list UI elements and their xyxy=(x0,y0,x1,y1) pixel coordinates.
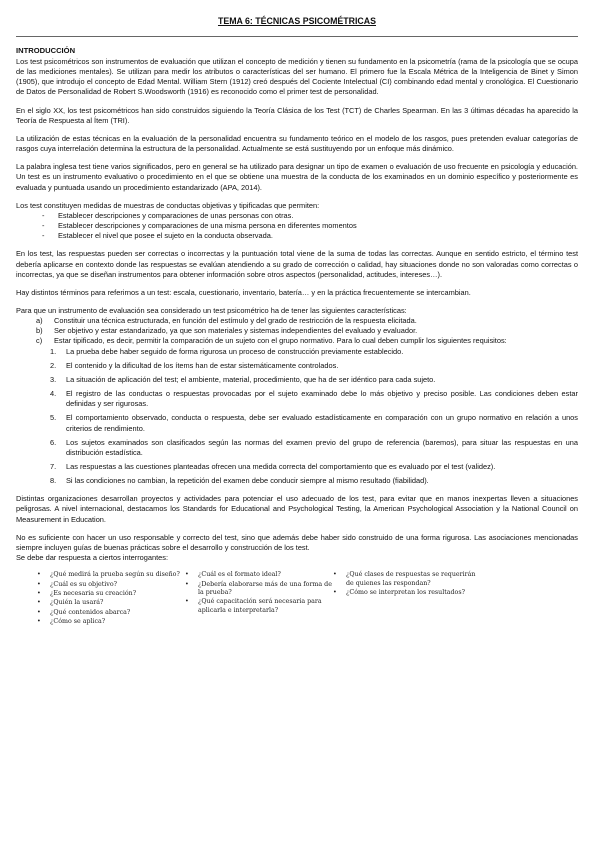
question-item: • ¿Cómo se aplica? xyxy=(36,618,184,626)
allow-list xyxy=(16,211,578,241)
list-item xyxy=(50,361,578,371)
question-item: • ¿Qué clases de respuestas se requerirán de quienes las respondan? xyxy=(332,571,480,588)
paragraph-characteristics: Para que un instrumento de evaluación sea considerado un test psicométrico ha de tener las siguientes características: xyxy=(16,305,407,315)
list-item xyxy=(36,326,578,336)
paragraph-siglo-xx: En el siglo XX, los test psicométricos han sido construidos siguiendo la Teoría Clásica de los Test (TCT) de Charles Spearman. En las 3 últimas décadas ha aparecido la Teoría de Respuesta al Ítem (TRI). xyxy=(16,105,578,125)
paragraph-rasgos: La utilización de estas técnicas en la evaluación de la personalidad encuentra su fundamento teórico en el modelo de los rasgos, pues pretenden evaluar categorías de rasgos cuya interrelación determina la estructura de la personalidad. Actualmente se está sustituyendo por un enfoque más dinámico. xyxy=(16,133,578,154)
list-item-text: Si las condiciones no cambian, la repetición del examen debe conducir siempre al mismo resultado (fiabilidad). xyxy=(66,476,429,486)
title-divider xyxy=(16,36,578,37)
list-marker: a) xyxy=(36,316,43,326)
question-item: • ¿Cuál es el formato ideal? xyxy=(184,571,332,579)
list-item-text: Las respuestas a las cuestiones planteadas ofrecen una medida correcta del comportamiento que es evaluado por el test (validez). xyxy=(66,462,496,471)
list-item-text: Estar tipificado, es decir, permitir la comparación de un sujeto con el grupo normativo. Para lo cual deben cumplir los siguientes requisitos: xyxy=(54,336,507,346)
list-item xyxy=(50,389,578,409)
list-marker: c) xyxy=(36,336,43,346)
list-item-text: El comportamiento observado, conducta o respuesta, debe ser evaluado estadísticamente en comparación con un grupo normativo en relación a unos criterios de rendimiento. xyxy=(66,413,578,433)
characteristics-list xyxy=(16,316,578,346)
question-item: • ¿Qué capacitación será necesaria para aplicarla e interpretarla? xyxy=(184,598,332,615)
questions-column-1 xyxy=(36,571,184,627)
list-item-text: El registro de las conductas o respuestas provocadas por el sujeto examinado debe lo más objetivo y preciso posible. Las condiciones deben estar definidas y ser rigurosas. xyxy=(66,389,578,409)
list-item-text: Ser objetivo y estar estandarizado, ya que son materiales y sistemas independientes del evaluado y evaluador. xyxy=(54,326,418,336)
paragraph-definition: La palabra inglesa test tiene varios significados, pero en general se ha utilizado para designar un tipo de examen o evaluación de uso frecuente en psicología y educación. Un test es un instrumento evaluativo o procedimiento en el que se obtiene una muestra de la conducta de los examinados en un dominio específico y posteriormente es evaluada y puntuada usando un procedimiento estandarizado (APA, 2014). xyxy=(16,162,578,192)
question-item: • ¿Es necesaria su creación? xyxy=(36,590,184,598)
paragraph-responses: En los test, las respuestas pueden ser correctas o incorrectas y la puntuación total viene de la suma de todas las correctas. Aunque en sentido estricto, el término test debería aplicarse en contexto donde las respuestas se evalúan atendiendo a su grado de corrección o calidad, hay situaciones donde no son valoradas como correctas o incorrectas, ya que se diseñan instrumentos para obtener información sobre otros aspectos (personalidad, actitudes, intereses…). xyxy=(16,249,578,279)
list-item xyxy=(50,375,578,385)
list-item-text: La situación de aplicación del test; el ambiente, material, procedimiento, que ha de ser idéntico para cada sujeto. xyxy=(66,374,436,384)
list-marker: 8. xyxy=(50,476,57,486)
question-item: • ¿Cómo se interpretan los resultados? xyxy=(332,589,480,597)
questions-column-2 xyxy=(184,571,332,627)
list-item-text: El contenido y la dificultad de los ítems han de estar sistemáticamente controlados. xyxy=(66,360,339,370)
list-item: - Establecer el nivel que posee el sujeto en la conducta observada. xyxy=(42,231,578,241)
list-item xyxy=(50,438,578,458)
question-item: • ¿Qué medirá la prueba según su diseño? xyxy=(36,571,184,579)
list-item xyxy=(50,462,578,472)
requirements-list xyxy=(16,347,578,487)
question-item: • ¿Cuál es su objetivo? xyxy=(36,581,184,589)
section-heading-introduccion: INTRODUCCIÓN xyxy=(16,46,76,55)
question-item: • ¿Debería elaborarse más de una forma de la prueba? xyxy=(184,581,332,598)
list-item-text: La prueba debe haber seguido de forma rigurosa un proceso de construcción previamente establecido. xyxy=(66,346,404,356)
list-item xyxy=(50,476,578,486)
question-item: • ¿Qué contenidos abarca? xyxy=(36,609,184,617)
list-item xyxy=(36,316,578,326)
paragraph-responsible-use: No es suficiente con hacer un uso responsable y correcto del test, sino que además debe haber sido construido de una forma rigurosa. Las asociaciones mencionadas siempre incluyen guías de buenas prácticas sobre el desarrollo y construcción de los test. xyxy=(16,532,578,552)
list-item xyxy=(50,413,578,433)
list-marker: 3. xyxy=(50,374,57,384)
questions-column-3 xyxy=(332,571,480,627)
paragraph-intro: Los test psicométricos son instrumentos de evaluación que utilizan el concepto de medición y tienen su fundamento en la psicometría (rama de la psicología que se ocupa de las mediciones mentales). Se utilizan para medir los atributos o características del ser humano. El primero fue la Escala Métrica de la Inteligencia de Binet y Simon (1905), que introdujo el concepto de Edad Mental. William Stern (1912) creó después del Cociente Intelectual (CI) combinando edad mental y cronológica. El Cuestionario de Datos de Personalidad de Robert S.Woodsworth (1916) es reconocido como el primer test de personalidad. xyxy=(16,57,578,97)
list-marker: 7. xyxy=(50,462,57,471)
list-item: - Establecer descripciones y comparaciones de unas personas con otras. xyxy=(42,211,578,221)
list-marker: 4. xyxy=(50,389,57,399)
list-marker: b) xyxy=(36,326,43,336)
list-marker: 6. xyxy=(50,437,57,447)
list-marker: 2. xyxy=(50,360,57,370)
paragraph-terms: Hay distintos términos para referirnos a un test: escala, cuestionario, inventario, batería… y en la práctica frecuentemente se intercambian. xyxy=(16,287,471,297)
list-item-text: Los sujetos examinados son clasificados según las normas del examen previo del grupo de referencia (baremos), para situar las respuestas en una distribución estadística. xyxy=(66,437,578,457)
paragraph-questions-intro: Se debe dar respuesta a ciertos interrogantes: xyxy=(16,553,169,563)
document-title: TEMA 6: TÉCNICAS PSICOMÉTRICAS xyxy=(217,16,377,26)
questions-grid xyxy=(16,571,578,627)
paragraph-measures: Los test constituyen medidas de muestras de conductas objetivas y tipificadas que permiten: xyxy=(16,200,320,210)
list-item xyxy=(50,347,578,357)
list-item-text: Constituir una técnica estructurada, en función del estímulo y del grado de restricción de la respuesta elicitada. xyxy=(54,316,417,326)
list-item: - Establecer descripciones y comparaciones de una misma persona en diferentes momentos xyxy=(42,221,578,231)
paragraph-organizations: Distintas organizaciones desarrollan proyectos y actividades para potenciar el uso adecuado de los test, para evitar que en manos inexpertas lleven a situaciones peligrosas. A nivel internacional, destacamos los Standards for Educational and Psychological Testing, la American Psychological Association y la National Council on Measurement in Education. xyxy=(16,494,578,524)
list-item xyxy=(36,336,578,346)
list-marker: 5. xyxy=(50,413,57,423)
question-item: • ¿Quién la usará? xyxy=(36,599,184,607)
list-marker: 1. xyxy=(50,346,57,356)
